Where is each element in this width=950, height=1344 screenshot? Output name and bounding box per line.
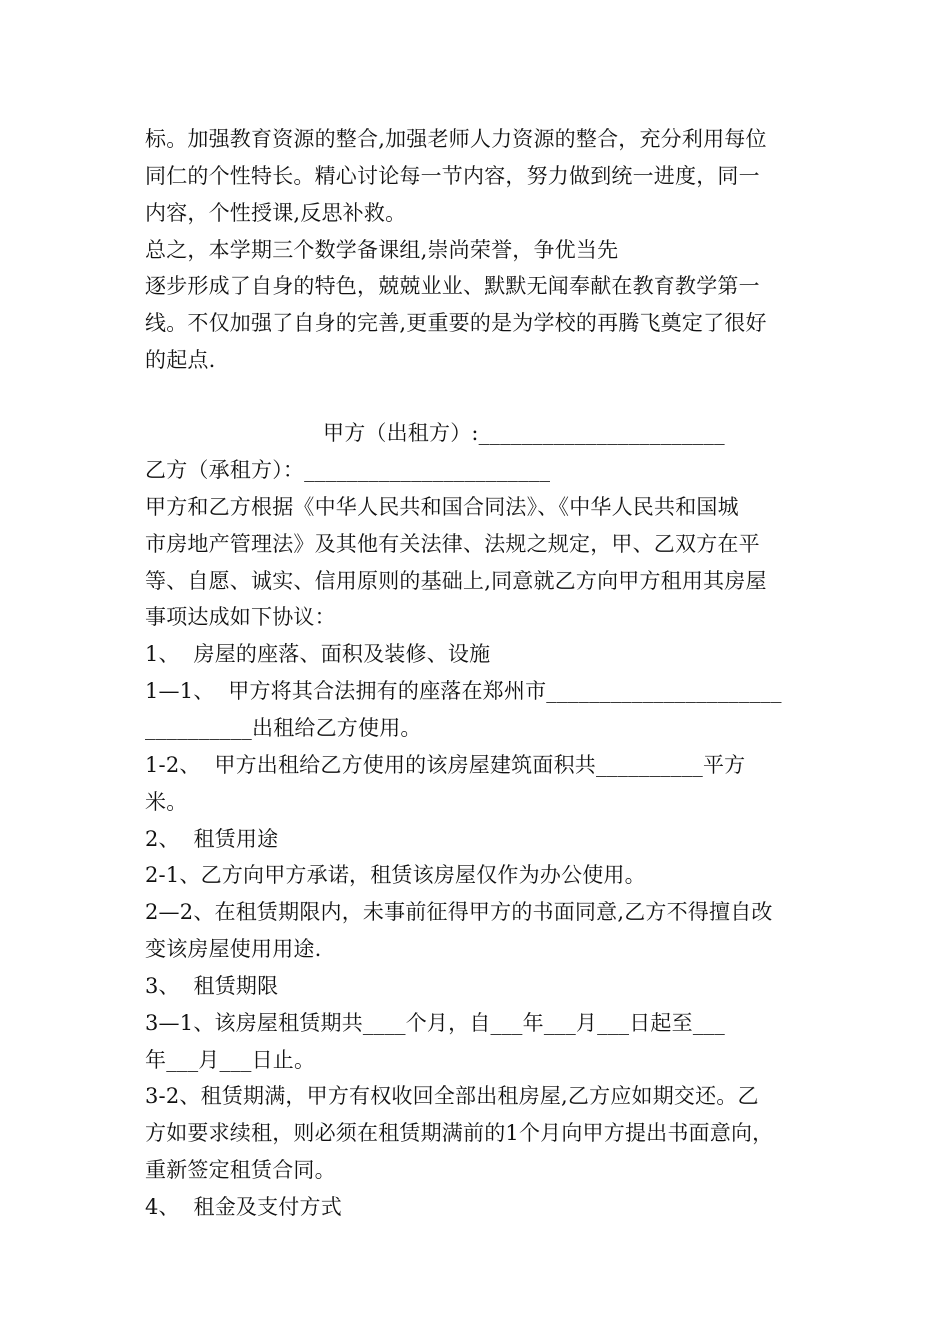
section-heading: 4、 租金及支付方式: [145, 1195, 342, 1219]
text-line: 的起点.: [145, 348, 216, 372]
text-line: 甲方和乙方根据《中华人民共和国合同法》、《中华人民共和国城: [145, 495, 739, 519]
clause-line: 重新签定租赁合同。: [145, 1158, 336, 1182]
clause-line: 2—2、在租赁期限内，未事前征得甲方的书面同意,乙方不得擅自改: [145, 900, 773, 924]
clause-line: 2-1、乙方向甲方承诺，租赁该房屋仅作为办公使用。: [145, 863, 646, 887]
text-line: 市房地产管理法》及其他有关法律、法规之规定，甲、乙双方在平: [145, 532, 760, 556]
clause-line: 方如要求续租，则必须在租赁期满前的1个月向甲方提出书面意向，: [145, 1121, 774, 1145]
text-line: 线。不仅加强了自身的完善,更重要的是为学校的再腾飞奠定了很好: [145, 311, 767, 335]
clause-line: 年___月___日止。: [145, 1048, 316, 1072]
text-line: 标。加强教育资源的整合,加强老师人力资源的整合，充分利用每位: [145, 127, 767, 151]
text-line: 内容，个性授课,反思补救。: [145, 201, 407, 225]
section-heading: 1、 房屋的座落、面积及装修、设施: [145, 642, 491, 666]
clause-line: 米。: [145, 790, 188, 814]
text-line: 总之，本学期三个数学备课组,崇尚荣誉，争优当先: [145, 238, 619, 262]
clause-line: 3-2、租赁期满，甲方有权收回全部出租房屋,乙方应如期交还。乙: [145, 1084, 759, 1108]
clause-line: 变该房屋使用用途.: [145, 937, 322, 961]
section-heading: 3、 租赁期限: [145, 974, 279, 998]
party-b-line: 乙方（承租方）：_______________________: [145, 458, 551, 482]
text-line: 等、自愿、诚实、信用原则的基础上,同意就乙方向甲方租用其房屋: [145, 569, 767, 593]
clause-line: 3—1、该房屋租赁期共____个月，自___年___月___日起至___: [145, 1011, 725, 1035]
section-heading: 2、 租赁用途: [145, 827, 279, 851]
clause-line: 1—1、 甲方将其合法拥有的座落在郑州市______________________: [145, 679, 782, 703]
text-line: 逐步形成了自身的特色，兢兢业业、默默无闻奉献在教育教学第一: [145, 274, 760, 298]
party-a-line: 甲方（出租方）:_______________________: [323, 421, 725, 445]
text-line: 事项达成如下协议：: [145, 605, 336, 629]
text-line: 同仁的个性特长。精心讨论每一节内容，努力做到统一进度，同一: [145, 164, 760, 188]
clause-line: 1-2、 甲方出租给乙方使用的该房屋建筑面积共__________平方: [145, 753, 746, 777]
clause-line: __________出租给乙方使用。: [145, 716, 422, 740]
